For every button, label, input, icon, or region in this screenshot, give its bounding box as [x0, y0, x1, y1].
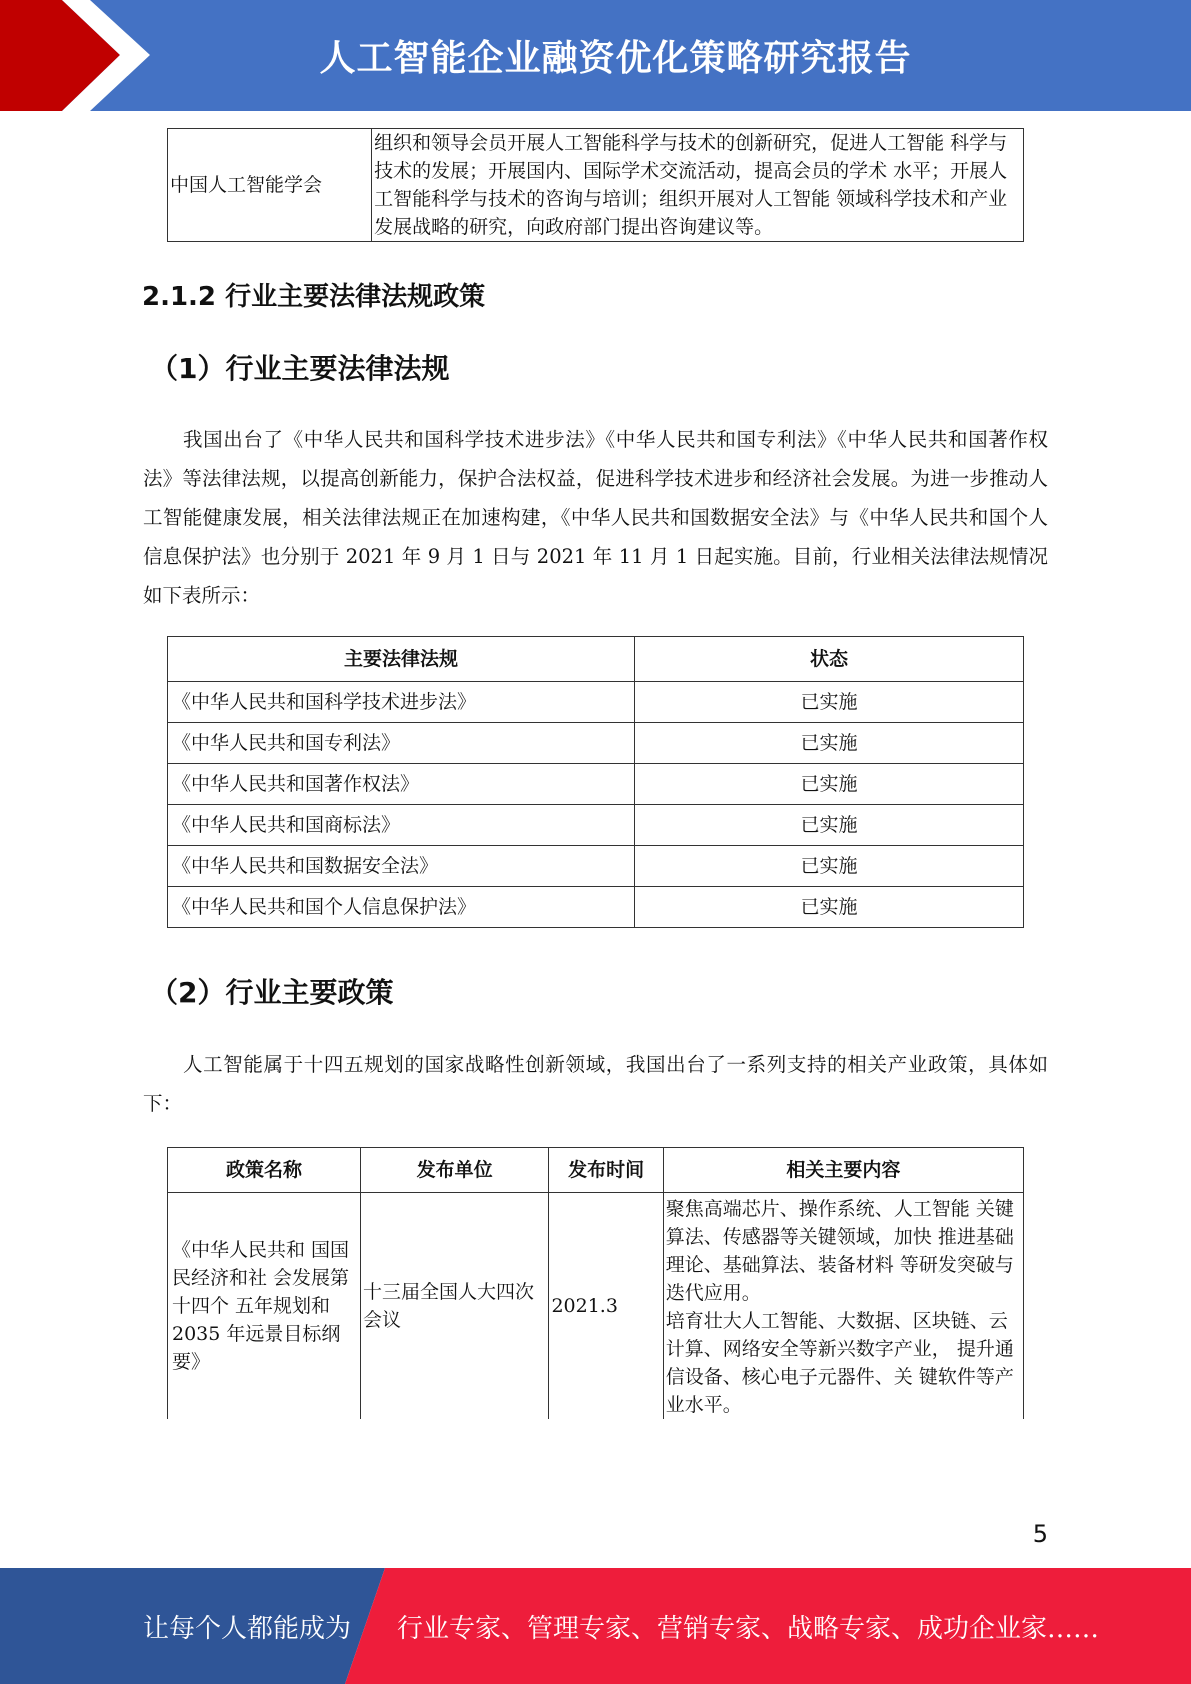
- paragraph-laws: 我国出台了《中华人民共和国科学技术进步法》《中华人民共和国专利法》《中华人民共和国著作权法》等法律法规，以提高创新能力，保护合法权益，促进科学技术进步和经济社会发展。为进一步推动人工智能健康发展，相关法律法规正在加速构建，《中华人民共和国数据安全法》与《中华人民共和国个人信息保护法》也分别于 2021 年 9 月 1 日与 2021 年 11 月 1 日起实施。目前，行业相关法律法规情况如下表所示：: [143, 428, 1048, 607]
- law-status: 已实施: [634, 887, 1023, 928]
- column-header: 相关主要内容: [663, 1148, 1023, 1193]
- section-heading: 2.1.2 行业主要法律法规政策: [142, 282, 486, 312]
- column-header: 发布时间: [549, 1148, 663, 1193]
- column-header: 主要法律法规: [168, 637, 635, 682]
- law-status: 已实施: [634, 764, 1023, 805]
- paragraph-policies: 人工智能属于十四五规划的国家战略性创新领域，我国出台了一系列支持的相关产业政策，具体如下：: [143, 1053, 1048, 1115]
- page-number: 5: [1032, 1520, 1048, 1548]
- footer-slogan-left: 让每个人都能成为: [143, 1613, 352, 1644]
- footer-slogan-right: 行业专家、管理专家、营销专家、战略专家、成功企业家……: [397, 1613, 1100, 1644]
- law-status: 已实施: [634, 723, 1023, 764]
- table-row: [168, 846, 1024, 887]
- table-header-row: [168, 637, 1024, 682]
- law-name: 《中华人民共和国个人信息保护法》: [168, 887, 635, 928]
- law-name: 《中华人民共和国著作权法》: [168, 764, 635, 805]
- law-name: 《中华人民共和国商标法》: [168, 805, 635, 846]
- table-row: [168, 887, 1024, 928]
- page-footer: [0, 1568, 1191, 1684]
- column-header: 发布单位: [360, 1148, 549, 1193]
- column-header: 状态: [634, 637, 1023, 682]
- policy-unit: 十三届全国人大四次会议: [360, 1193, 549, 1420]
- table-header-row: [168, 1148, 1024, 1193]
- org-name: 中国人工智能学会: [168, 129, 372, 242]
- table-row: [168, 764, 1024, 805]
- org-description: 组织和领导会员开展人工智能科学与技术的创新研究，促进人工智能 科学与技术的发展；开展国内、国际学术交流活动，提高会员的学术 水平；开展人工智能科学与技术的咨询与培训；组织开展对人工智能 领域科学技术和产业发展战略的研究，向政府部门提出咨询建议等。: [372, 129, 1024, 242]
- law-status: 已实施: [634, 682, 1023, 723]
- page-header: [0, 0, 1191, 111]
- policy-content-part: 聚焦高端芯片、操作系统、人工智能 关键算法、传感器等关键领域，加快 推进基础理论、基础算法、装备材料 等研发突破与迭代应用。: [665, 1198, 1014, 1304]
- table-row: [168, 805, 1024, 846]
- policy-table: [167, 1147, 1024, 1419]
- policy-content-part: 培育壮大人工智能、大数据、区块链、云计算、网络安全等新兴数字产业， 提升通信设备、核心电子元器件、关 键软件等产业水平。: [665, 1310, 1014, 1416]
- policy-date: 2021.3: [549, 1193, 663, 1420]
- law-name: 《中华人民共和国专利法》: [168, 723, 635, 764]
- org-table: [167, 128, 1024, 242]
- subsection-heading-policies: （2）行业主要政策: [150, 976, 394, 1009]
- law-table: [167, 636, 1024, 928]
- report-title: 人工智能企业融资优化策略研究报告: [319, 38, 912, 79]
- table-row: [168, 723, 1024, 764]
- law-status: 已实施: [634, 846, 1023, 887]
- table-row: [168, 129, 1024, 242]
- law-name: 《中华人民共和国科学技术进步法》: [168, 682, 635, 723]
- law-name: 《中华人民共和国数据安全法》: [168, 846, 635, 887]
- table-row: [168, 682, 1024, 723]
- policy-name: 《中华人民共和 国国民经济和社 会发展第十四个 五年规划和 2035 年远景目标纲要》: [168, 1193, 361, 1420]
- header-arrow-decoration: [0, 0, 160, 111]
- law-status: 已实施: [634, 805, 1023, 846]
- policy-content: [663, 1193, 1023, 1420]
- subsection-heading-laws: （1）行业主要法律法规: [150, 352, 450, 385]
- table-row: [168, 1193, 1024, 1420]
- column-header: 政策名称: [168, 1148, 361, 1193]
